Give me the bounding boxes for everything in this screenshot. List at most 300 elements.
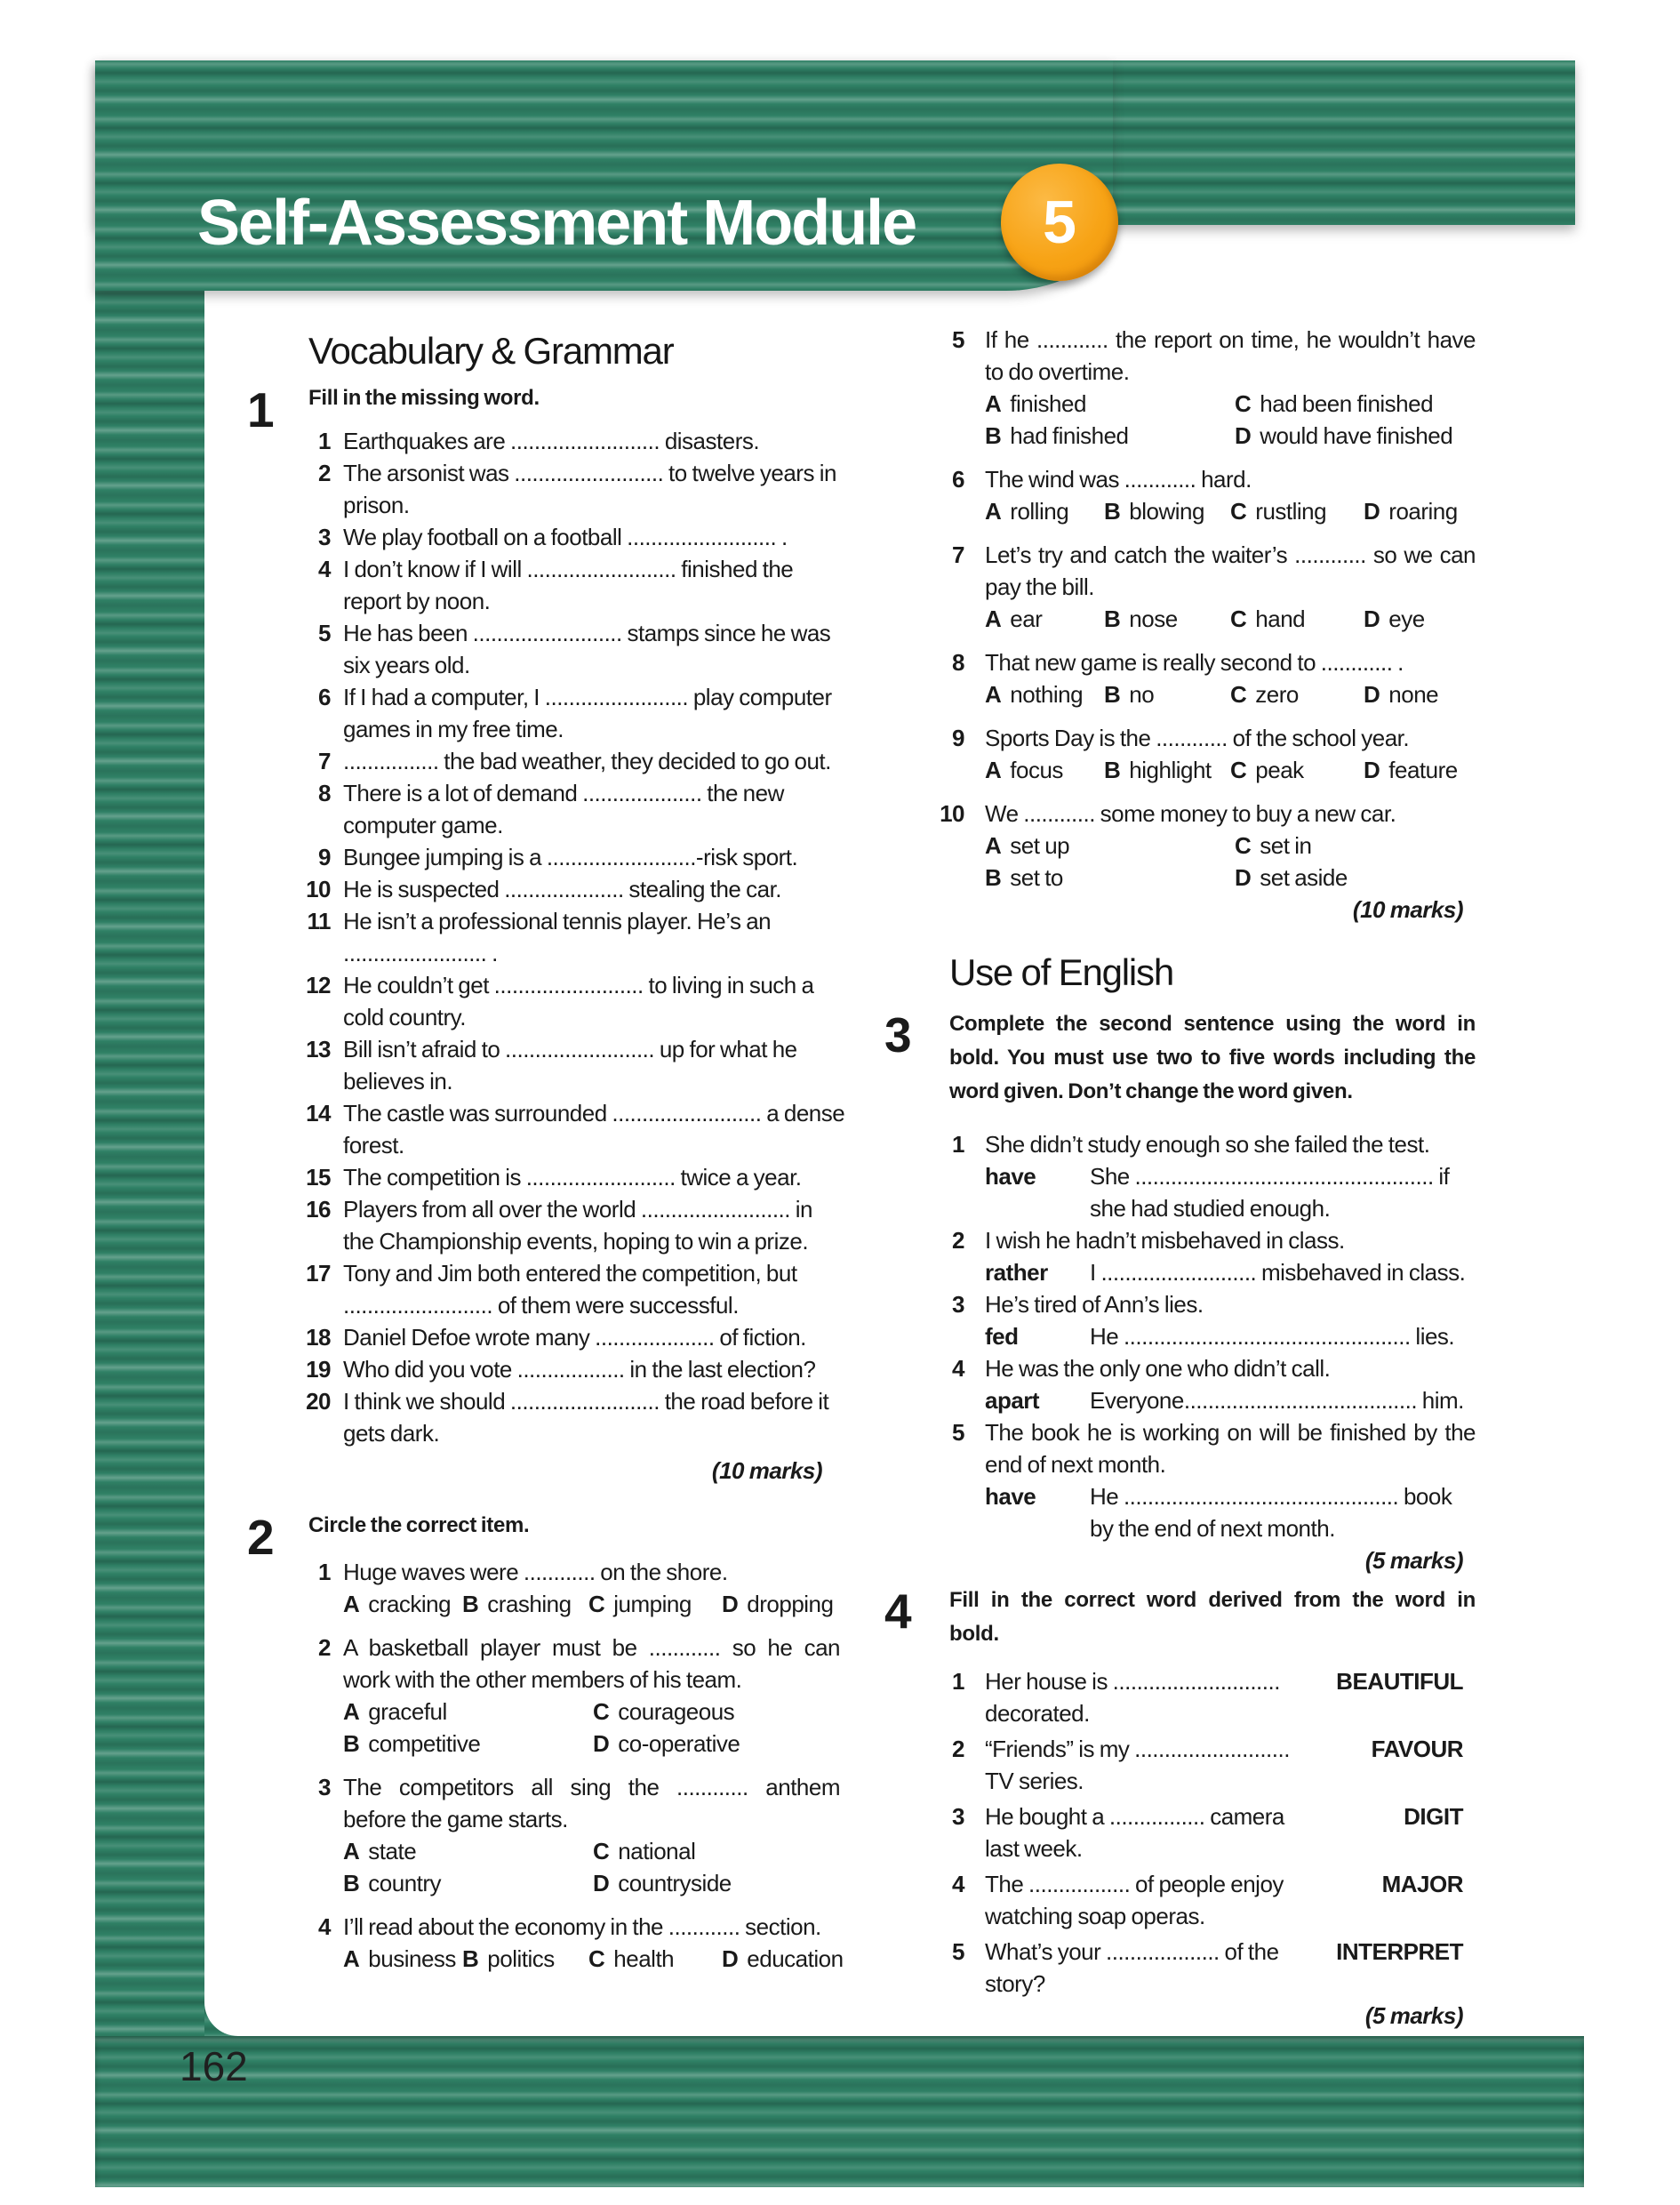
item-text xyxy=(343,681,832,745)
text-line: story? xyxy=(985,1970,1045,1997)
word-formation-item xyxy=(884,1868,1476,1932)
given-word: DIGIT xyxy=(1404,1803,1463,1830)
keyword-row xyxy=(985,1320,1476,1352)
item-number: 19 xyxy=(306,1356,331,1383)
option-letter: C xyxy=(1230,757,1247,783)
item-number: 10 xyxy=(306,876,331,902)
item-body xyxy=(985,1288,1476,1352)
marks: (10 marks) xyxy=(1352,896,1463,923)
option-letter: C xyxy=(1235,832,1252,859)
item-number: 6 xyxy=(318,684,331,710)
keyword: fed xyxy=(985,1323,1019,1350)
exercise-2-header xyxy=(247,1510,840,1565)
text-line: “Friends” is my .......................... xyxy=(985,1736,1290,1762)
option-text: ear xyxy=(1010,605,1043,632)
option-text: countryside xyxy=(618,1870,732,1896)
item-number: 5 xyxy=(318,620,331,646)
option-text: co-operative xyxy=(618,1730,740,1757)
option xyxy=(985,862,1235,894)
fill-in-item xyxy=(247,905,840,969)
item-number: 3 xyxy=(318,1774,331,1800)
option-letter: B xyxy=(343,1730,360,1757)
given-word: MAJOR xyxy=(1381,1871,1463,1897)
item-number: 4 xyxy=(952,1871,964,1897)
item-number: 14 xyxy=(306,1100,331,1127)
item-text xyxy=(985,1800,1293,1864)
item-number: 7 xyxy=(952,541,964,568)
item-text xyxy=(343,841,797,873)
page-number: 162 xyxy=(180,2043,248,2089)
option-text: country xyxy=(368,1870,442,1896)
text-line: the Championship events, hoping to win a prize. xyxy=(343,1228,809,1255)
option-text: rustling xyxy=(1255,498,1327,525)
item-text xyxy=(343,457,836,521)
text-line: by the end of next month. xyxy=(1090,1515,1335,1542)
item-number: 7 xyxy=(318,748,331,774)
text-line: He couldn’t get ......................... to living in such a xyxy=(343,972,814,998)
item-text xyxy=(343,905,771,969)
item-text xyxy=(985,1733,1293,1797)
option-letter: D xyxy=(1235,422,1252,449)
item-text xyxy=(343,1161,802,1193)
item-text xyxy=(343,425,759,457)
option xyxy=(1364,754,1476,786)
text-line: I .......................... misbehaved in class. xyxy=(1090,1259,1466,1286)
item-number: 17 xyxy=(306,1260,331,1287)
item-text xyxy=(343,1385,828,1449)
item-sentence xyxy=(985,1288,1476,1320)
item-sentence xyxy=(985,1416,1476,1480)
option-text: rolling xyxy=(1010,498,1069,525)
text-line: We ............ some money to buy a new car. xyxy=(985,800,1396,827)
option-text: would have finished xyxy=(1260,422,1453,449)
item-text xyxy=(343,1193,812,1257)
item-number: 3 xyxy=(952,1803,964,1830)
text-line: last week. xyxy=(985,1835,1083,1862)
section-heading-vocabulary-grammar: Vocabulary & Grammar xyxy=(308,330,674,372)
text-line: gets dark. xyxy=(343,1420,440,1447)
fill-in-item xyxy=(247,1385,840,1449)
text-line: Tony and Jim both entered the competition, but xyxy=(343,1260,797,1287)
multiple-choice-item xyxy=(247,1911,844,1975)
text-line: decorated. xyxy=(985,1700,1090,1727)
exercise-number: 4 xyxy=(884,1584,912,1639)
item-text xyxy=(343,777,784,841)
item-text xyxy=(985,1936,1293,2000)
item-text xyxy=(985,463,1476,495)
option xyxy=(1104,754,1230,786)
option-letter: A xyxy=(343,1838,360,1864)
fill-in-item xyxy=(247,617,840,681)
item-number: 5 xyxy=(952,1419,964,1446)
option-letter: C xyxy=(593,1698,610,1725)
fill-in-item xyxy=(247,1161,840,1193)
text-line: He has been ......................... stamps since he was xyxy=(343,620,831,646)
option xyxy=(343,1728,593,1760)
text-line: I’ll read about the economy in the ............ section. xyxy=(343,1913,821,1940)
text-line: ......................... of them were successful. xyxy=(343,1292,739,1319)
item-text xyxy=(343,1033,797,1097)
text-line: to do overtime. xyxy=(985,358,1130,385)
text-line: The ................. of people enjoy xyxy=(985,1871,1284,1897)
key-word-transformation-item xyxy=(884,1288,1476,1352)
option-letter: A xyxy=(343,1698,360,1725)
item-number: 13 xyxy=(306,1036,331,1062)
option xyxy=(593,1867,840,1899)
option-letter: A xyxy=(985,681,1002,708)
item-body xyxy=(985,463,1476,527)
item-number: 2 xyxy=(318,460,331,486)
option-text: business xyxy=(368,1945,456,1972)
key-word-transformation-item xyxy=(884,1224,1476,1288)
text-line: I don’t know if I will ......................... finished the xyxy=(343,556,794,582)
bottom-band xyxy=(95,2036,1584,2187)
item-sentence xyxy=(985,1128,1476,1160)
text-line: That new game is really second to ............ . xyxy=(985,649,1404,676)
item-number: 15 xyxy=(306,1164,331,1191)
text-line: He .............................................. book xyxy=(1090,1483,1452,1510)
option-letter: B xyxy=(1104,605,1121,632)
options xyxy=(985,754,1476,786)
option-letter: A xyxy=(343,1945,360,1972)
option-letter: A xyxy=(985,605,1002,632)
text-line: I think we should ......................... the road before it xyxy=(343,1388,829,1415)
item-number: 9 xyxy=(952,725,964,751)
item-text xyxy=(343,1911,840,1943)
option-text: feature xyxy=(1388,757,1458,783)
fill-in-item xyxy=(247,457,840,521)
fill-in-item xyxy=(247,553,840,617)
text-line: cold country. xyxy=(343,1004,466,1030)
keyword: apart xyxy=(985,1387,1040,1414)
item-text xyxy=(985,1665,1293,1729)
text-line: The arsonist was ......................... to twelve years in xyxy=(343,460,836,486)
option xyxy=(1230,678,1364,710)
completion xyxy=(1090,1256,1476,1288)
item-text xyxy=(985,646,1476,678)
item-number: 9 xyxy=(318,844,331,870)
item-text xyxy=(985,324,1476,388)
options xyxy=(985,678,1476,710)
text-line: prison. xyxy=(343,492,410,518)
text-line: The castle was surrounded ......................... a dense xyxy=(343,1100,845,1127)
keyword-row xyxy=(985,1160,1476,1224)
text-line: Sports Day is the ............ of the school year. xyxy=(985,725,1410,751)
fill-in-item xyxy=(247,969,840,1033)
option xyxy=(1230,754,1364,786)
item-number: 4 xyxy=(318,556,331,582)
fill-in-item xyxy=(247,873,840,905)
item-number: 2 xyxy=(952,1227,964,1254)
text-line: word given. Don’t change the word given. xyxy=(949,1079,1353,1103)
item-text xyxy=(343,553,793,617)
option xyxy=(343,1835,593,1867)
text-line: pay the bill. xyxy=(985,573,1095,600)
option-text: set to xyxy=(1010,864,1063,891)
fill-in-item xyxy=(247,1257,840,1321)
item-number: 8 xyxy=(318,780,331,806)
item-text xyxy=(343,617,830,681)
options xyxy=(985,830,1476,894)
item-number: 6 xyxy=(952,466,964,493)
text-line: Everyone....................................... him. xyxy=(1090,1387,1464,1414)
text-line: Daniel Defoe wrote many .................... of fiction. xyxy=(343,1324,806,1351)
exercise-1-header xyxy=(247,382,840,437)
item-body xyxy=(343,1911,844,1975)
item-number: 2 xyxy=(318,1634,331,1661)
item-number: 1 xyxy=(318,428,331,454)
option xyxy=(343,1696,593,1728)
word-formation-item xyxy=(884,1665,1476,1729)
multiple-choice-item xyxy=(884,463,1476,527)
multiple-choice-item xyxy=(884,539,1476,635)
option-text: peak xyxy=(1255,757,1304,783)
option-text: dropping xyxy=(747,1591,834,1617)
exercise-1-items xyxy=(247,425,845,1449)
exercise-number: 2 xyxy=(247,1510,275,1565)
text-line: Her house is ............................ xyxy=(985,1668,1280,1695)
option xyxy=(343,1867,593,1899)
option xyxy=(722,1588,840,1620)
text-line: If I had a computer, I ........................ play computer xyxy=(343,684,832,710)
option-text: nose xyxy=(1129,605,1178,632)
item-body xyxy=(985,1224,1476,1288)
fill-in-item xyxy=(247,841,840,873)
fill-in-item xyxy=(247,1193,840,1257)
option-text: cracking xyxy=(368,1591,452,1617)
item-number: 3 xyxy=(952,1291,964,1318)
options xyxy=(985,388,1476,452)
item-number: 11 xyxy=(307,908,331,934)
text-line: She didn’t study enough so she failed the test. xyxy=(985,1131,1430,1158)
text-line: The competition is ......................... twice a year. xyxy=(343,1164,802,1191)
item-body xyxy=(343,1556,840,1620)
options xyxy=(985,495,1476,527)
item-body xyxy=(985,1416,1476,1544)
option-letter: B xyxy=(462,1945,479,1972)
text-line: before the game starts. xyxy=(343,1806,568,1832)
item-number: 18 xyxy=(306,1324,331,1351)
text-line: Players from all over the world ......................... in xyxy=(343,1196,812,1223)
exercise-3-items xyxy=(884,1128,1476,1544)
option-text: highlight xyxy=(1129,757,1212,783)
option xyxy=(1364,678,1476,710)
fill-in-item xyxy=(247,777,840,841)
option-text: jumping xyxy=(613,1591,692,1617)
completion xyxy=(1090,1160,1476,1224)
option-text: none xyxy=(1388,681,1439,708)
option xyxy=(1104,495,1230,527)
text-line: work with the other members of his team. xyxy=(343,1666,742,1693)
keyword: have xyxy=(985,1163,1036,1190)
word-formation-item xyxy=(884,1800,1476,1864)
multiple-choice-item xyxy=(247,1632,840,1760)
option-letter: D xyxy=(1364,757,1380,783)
multiple-choice-item xyxy=(884,798,1476,894)
exercise-number: 3 xyxy=(884,1007,912,1062)
exercise-4-items xyxy=(884,1665,1476,2000)
option-text: education xyxy=(747,1945,844,1972)
option xyxy=(985,678,1104,710)
option-text: hand xyxy=(1255,605,1306,632)
exercise-4-header xyxy=(884,1584,1476,1651)
key-word-transformation-item xyxy=(884,1416,1476,1544)
option-letter: C xyxy=(588,1945,605,1972)
fill-in-item xyxy=(247,521,840,553)
options xyxy=(343,1835,840,1899)
item-text xyxy=(343,1771,840,1835)
text-line: computer game. xyxy=(343,812,503,838)
exercise-3-header xyxy=(884,1007,1476,1109)
option xyxy=(1364,495,1476,527)
item-text xyxy=(343,1321,806,1353)
option-text: zero xyxy=(1255,681,1299,708)
item-text xyxy=(343,521,788,553)
multiple-choice-item xyxy=(884,722,1476,786)
item-text xyxy=(343,969,813,1033)
option xyxy=(1235,862,1476,894)
fill-in-item xyxy=(247,425,840,457)
option xyxy=(985,754,1104,786)
option-letter: B xyxy=(343,1870,360,1896)
option-letter: D xyxy=(1364,498,1380,525)
option xyxy=(462,1943,588,1975)
item-number: 8 xyxy=(952,649,964,676)
word-formation-item xyxy=(884,1936,1476,2000)
text-line: end of next month. xyxy=(985,1451,1166,1478)
text-line: Earthquakes are ......................... disasters. xyxy=(343,428,760,454)
exercise-number: 1 xyxy=(247,382,275,437)
option-letter: C xyxy=(1230,605,1247,632)
option xyxy=(1230,603,1364,635)
option-letter: D xyxy=(1235,864,1252,891)
item-sentence xyxy=(985,1352,1476,1384)
page-title: Self-Assessment Module xyxy=(197,188,916,259)
section-heading-use-of-english: Use of English xyxy=(949,951,1174,993)
module-number-badge xyxy=(1001,164,1118,281)
item-number: 1 xyxy=(318,1559,331,1585)
text-line: He’s tired of Ann’s lies. xyxy=(985,1291,1204,1318)
option-letter: B xyxy=(462,1591,479,1617)
text-line: He ................................................ lies. xyxy=(1090,1323,1455,1350)
exercise-instruction: Fill in the missing word. xyxy=(308,386,540,410)
keyword-row xyxy=(985,1384,1476,1416)
option xyxy=(985,388,1235,420)
text-line: Bill isn’t afraid to ......................... up for what he xyxy=(343,1036,797,1062)
text-line: she had studied enough. xyxy=(1090,1195,1331,1222)
text-line: Who did you vote .................. in the last election? xyxy=(343,1356,816,1383)
left-stripe-band xyxy=(95,60,204,2187)
option xyxy=(1230,495,1364,527)
item-number: 4 xyxy=(318,1913,331,1940)
option-letter: D xyxy=(1364,681,1380,708)
item-number: 5 xyxy=(952,1938,964,1965)
item-number: 2 xyxy=(952,1736,964,1762)
option xyxy=(588,1588,722,1620)
item-number: 5 xyxy=(952,326,964,353)
completion xyxy=(1090,1480,1476,1544)
option-letter: A xyxy=(343,1591,360,1617)
multiple-choice-item xyxy=(884,324,1476,452)
text-line: There is a lot of demand .................... the new xyxy=(343,780,784,806)
option-text: national xyxy=(618,1838,696,1864)
keyword-row xyxy=(985,1480,1476,1544)
text-line: We play football on a football ......................... . xyxy=(343,524,788,550)
option-letter: A xyxy=(985,390,1002,417)
word-formation-item xyxy=(884,1733,1476,1797)
option-text: blowing xyxy=(1129,498,1204,525)
text-line: six years old. xyxy=(343,652,470,678)
exercise-instruction xyxy=(949,1007,1476,1109)
option-letter: C xyxy=(1230,498,1247,525)
option xyxy=(343,1588,462,1620)
keyword-row xyxy=(985,1256,1476,1288)
text-line: believes in. xyxy=(343,1068,453,1094)
option xyxy=(985,495,1104,527)
item-number: 3 xyxy=(318,524,331,550)
text-line: ........................ . xyxy=(343,940,498,966)
text-line: The competitors all sing the ............ anthem xyxy=(343,1774,840,1800)
fill-in-item xyxy=(247,1321,840,1353)
exercise-instruction xyxy=(949,1584,1476,1651)
option xyxy=(593,1835,840,1867)
option-text: nothing xyxy=(1010,681,1084,708)
option-text: had been finished xyxy=(1260,390,1434,417)
option xyxy=(1364,603,1476,635)
option-text: set up xyxy=(1010,832,1070,859)
item-body xyxy=(343,1632,840,1760)
marks: (5 marks) xyxy=(1364,2002,1463,2029)
option-letter: D xyxy=(722,1591,739,1617)
item-number: 16 xyxy=(306,1196,331,1223)
text-line: Bungee jumping is a .........................-risk sport. xyxy=(343,844,798,870)
fill-in-item xyxy=(247,1033,840,1097)
text-line: The book he is working on will be finished by the xyxy=(985,1419,1476,1446)
marks: (5 marks) xyxy=(1364,1547,1463,1574)
option-text: courageous xyxy=(618,1698,735,1725)
option-letter: A xyxy=(985,757,1002,783)
item-text xyxy=(343,873,781,905)
given-word: FAVOUR xyxy=(1371,1736,1463,1762)
option-letter: C xyxy=(593,1838,610,1864)
option-letter: D xyxy=(593,1730,610,1757)
option-letter: A xyxy=(985,832,1002,859)
text-line: report by noon. xyxy=(343,588,491,614)
option xyxy=(1104,603,1230,635)
item-text xyxy=(343,1556,840,1588)
item-sentence xyxy=(985,1224,1476,1256)
text-line: The wind was ............ hard. xyxy=(985,466,1252,493)
item-text xyxy=(343,745,831,777)
options xyxy=(985,603,1476,635)
option xyxy=(343,1943,462,1975)
option-text: had finished xyxy=(1010,422,1129,449)
option-letter: B xyxy=(1104,681,1121,708)
option-letter: B xyxy=(1104,757,1121,783)
given-word: BEAUTIFUL xyxy=(1336,1668,1463,1695)
text-line: TV series. xyxy=(985,1768,1084,1794)
option xyxy=(1235,388,1476,420)
options xyxy=(343,1588,840,1620)
text-line: He was the only one who didn’t call. xyxy=(985,1355,1331,1382)
item-text xyxy=(343,1097,845,1161)
option xyxy=(1235,830,1476,862)
module-number: 5 xyxy=(1043,188,1076,256)
option-text: graceful xyxy=(368,1698,447,1725)
completion xyxy=(1090,1384,1476,1416)
multiple-choice-item xyxy=(247,1556,840,1620)
text-line: games in my free time. xyxy=(343,716,564,742)
